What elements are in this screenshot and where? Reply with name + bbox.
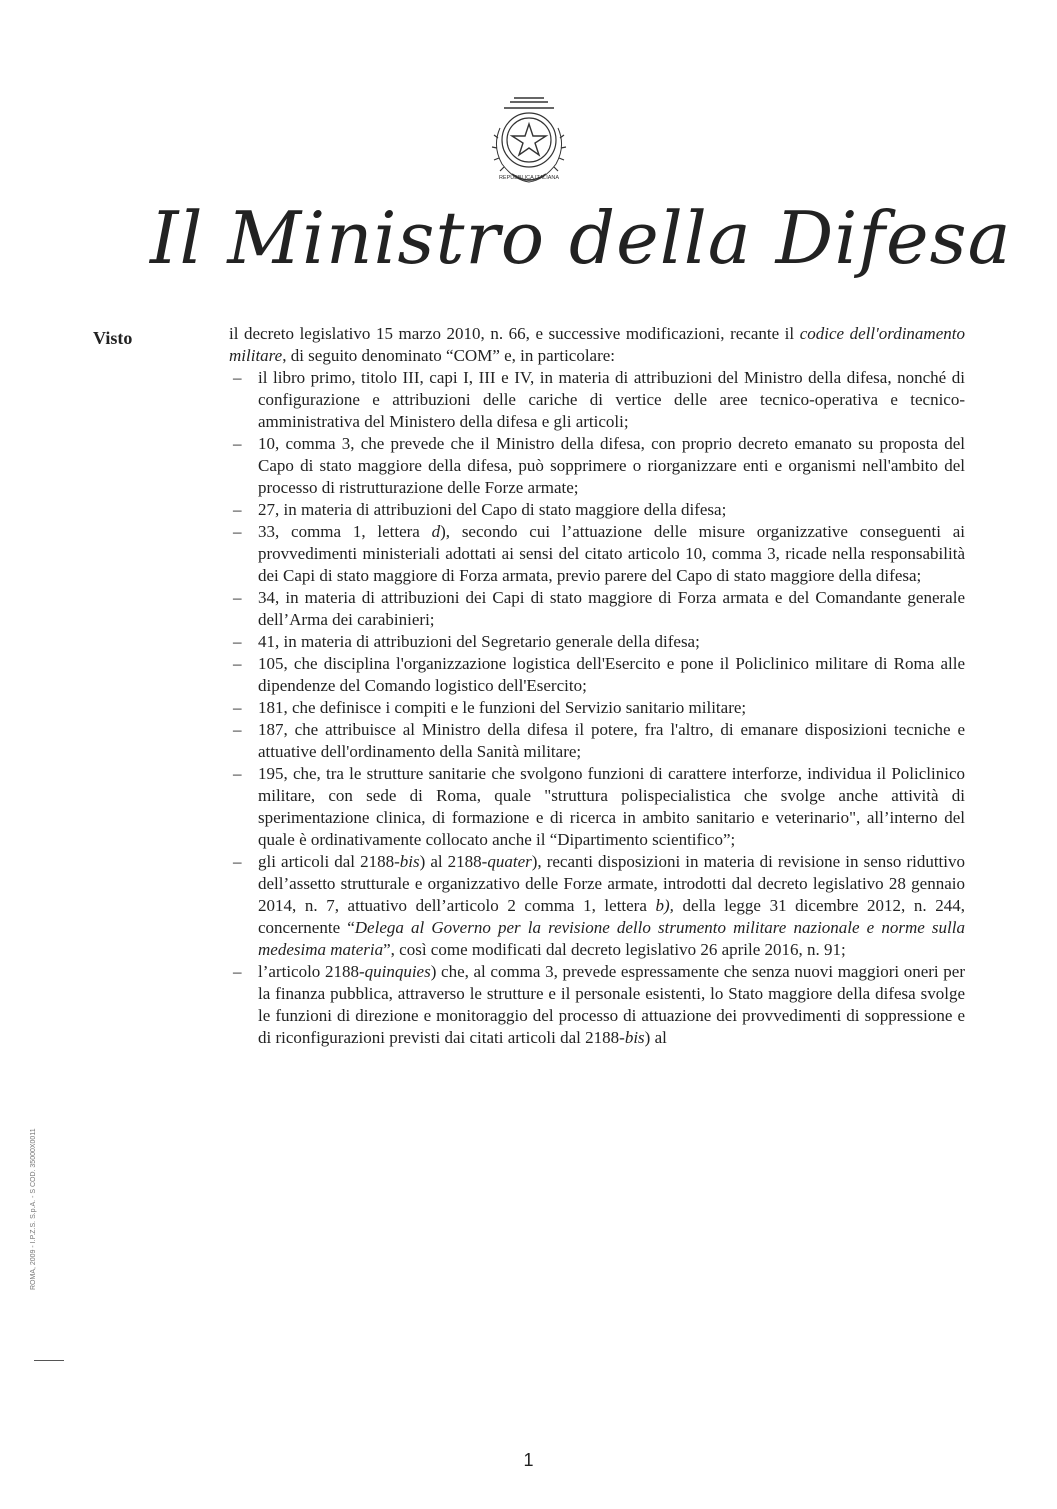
list-item-text: 34, in materia di attribuzioni dei Capi di stato maggiore di Forza armata e del Comandante generale dell’Arma dei carabinieri; xyxy=(258,588,965,629)
dash-bullet: – xyxy=(233,654,242,673)
list-item xyxy=(229,521,965,587)
list-item-italic-text: d xyxy=(431,522,441,541)
dash-bullet: – xyxy=(233,368,242,387)
list-item-text: 10, comma 3, che prevede che il Ministro della difesa, con proprio decreto emanato su proposta del Capo di stato maggiore della difesa, può sopprimere o riorganizzare enti e organismi nell'ambito del processo di ristrutturazione delle Forze armate; xyxy=(258,434,965,497)
list-item xyxy=(229,763,965,851)
list-item-text: 33, comma 1, lettera xyxy=(258,522,432,541)
list-item-italic-text: bis xyxy=(399,852,420,871)
list-item-text: 105, che disciplina l'organizzazione logistica dell'Esercito e pone il Policlinico militare di Roma alle dipendenze del Comando logistico dell'Esercito; xyxy=(258,654,965,695)
list-item xyxy=(229,433,965,499)
dash-bullet: – xyxy=(233,434,242,453)
dash-bullet: – xyxy=(233,764,242,783)
list-item xyxy=(229,697,965,719)
dash-bullet: – xyxy=(233,522,242,541)
article-list xyxy=(229,367,965,1049)
list-item-text: ) che, al comma 3, prevede espressamente che senza nuovi maggiori oneri per la finanza pubblica, attraverso le strutture e il personale esistenti, lo Stato maggiore della difesa svolge le funzioni di direzione e monitoraggio del processo di attuazione dei provvedimenti di soppressione e di riconfigurazioni previsti dai citati articoli dal 2188- xyxy=(258,962,965,1047)
list-item-text: ), secondo cui l’attuazione delle misure organizzative conseguenti ai provvedimenti ministeriali adottati ai sensi del citato articolo 10, comma 3, ricade nella responsabilità dei Capi di stato maggiore di Forza armata, previo parere del Capo di stato maggiore della difesa; xyxy=(258,522,965,585)
dash-bullet: – xyxy=(233,632,242,651)
emblem-text: REPUBBLICA ITALIANA xyxy=(498,175,560,181)
list-item-text: l’articolo 2188- xyxy=(258,962,365,981)
list-item xyxy=(229,851,965,961)
list-item-italic-text: quater xyxy=(487,852,532,871)
list-item-text: il libro primo, titolo III, capi I, III e IV, in materia di attribuzioni del Ministro della difesa, nonché di configurazione e attribuzioni delle cariche di vertice delle aree tecnico-operativa e tecnico-amministrativa del Ministero della difesa e gli articoli; xyxy=(258,368,965,431)
list-item-text: della legge 31 dicembre 2012, n. 244, concernente “ xyxy=(258,896,965,937)
dash-bullet: – xyxy=(233,500,242,519)
list-item-text: 181, che definisce i compiti e le funzioni del Servizio sanitario militare; xyxy=(258,698,747,717)
list-item xyxy=(229,719,965,763)
printer-imprint xyxy=(30,1060,44,1290)
list-item xyxy=(229,653,965,697)
section-label: Visto xyxy=(93,328,133,348)
list-item xyxy=(229,631,965,653)
document-body xyxy=(229,323,965,1049)
list-item xyxy=(229,961,965,1049)
list-item xyxy=(229,587,965,631)
list-item-text: ) al 2188- xyxy=(419,852,488,871)
list-item-text: 195, che, tra le strutture sanitarie che svolgono funzioni di carattere interforze, individua il Policlinico militare, con sede di Roma, quale "struttura polispecialistica che svolge anche attività di sperimentazione clinica, di formazione e di ricerca in ambito sanitario e veterinario", all’interno del quale è ordinativamente collocato anche il “Dipartimento scientifico”; xyxy=(258,764,965,849)
list-item-text: ), recanti disposizioni in materia di revisione in senso riduttivo dell’assetto strutturale e organizzativo delle Forze armate, introdotti dal decreto legislativo 28 gennaio 2014, n. 7, attuativo dell’articolo 2 comma 1, lettera xyxy=(258,852,966,915)
list-item-text: 187, che attribuisce al Ministro della difesa il potere, fra l'altro, di emanare disposizioni tecniche e attuative dell'ordinamento della Sanità militare; xyxy=(258,720,965,761)
intro-text-end: , di seguito denominato “COM” e, in particolare: xyxy=(282,346,616,365)
page-number: 1 xyxy=(523,1450,534,1470)
margin-mark xyxy=(34,1360,64,1361)
list-item-italic-text: quinquies xyxy=(364,962,431,981)
dash-bullet: – xyxy=(233,720,242,739)
list-item xyxy=(229,499,965,521)
printer-imprint-text: ROMA, 2009 - I.P.Z.S. S.p.A. - S COD. 35000X0011 xyxy=(30,1128,37,1290)
list-item-text: 41, in materia di attribuzioni del Segretario generale della difesa; xyxy=(258,632,700,651)
list-item-text: 27, in materia di attribuzioni del Capo di stato maggiore della difesa; xyxy=(258,500,727,519)
dash-bullet: – xyxy=(233,962,242,981)
list-item-italic-text: b), xyxy=(655,896,674,915)
intro-paragraph xyxy=(229,323,965,367)
repubblica-italiana-emblem-icon xyxy=(484,88,574,188)
list-item-italic-text: Delega al Governo per la revisione dello strumento militare nazionale e norme sulla medesima materia xyxy=(258,918,965,959)
dash-bullet: – xyxy=(233,698,242,717)
intro-italic-text: codice dell'ordinamento militare xyxy=(229,324,965,365)
dash-bullet: – xyxy=(233,852,242,871)
page-title: Il Ministro della Difesa xyxy=(150,196,1012,280)
dash-bullet: – xyxy=(233,588,242,607)
list-item-italic-text: bis xyxy=(624,1028,645,1047)
list-item-text: ) al xyxy=(644,1028,667,1047)
intro-text: il decreto legislativo 15 marzo 2010, n. 66, e successive modificazioni, recante il xyxy=(229,324,800,343)
list-item xyxy=(229,367,965,433)
list-item-text: ”, così come modificati dal decreto legislativo 26 aprile 2016, n. 91; xyxy=(383,940,846,959)
list-item-text: gli articoli dal 2188- xyxy=(258,852,400,871)
